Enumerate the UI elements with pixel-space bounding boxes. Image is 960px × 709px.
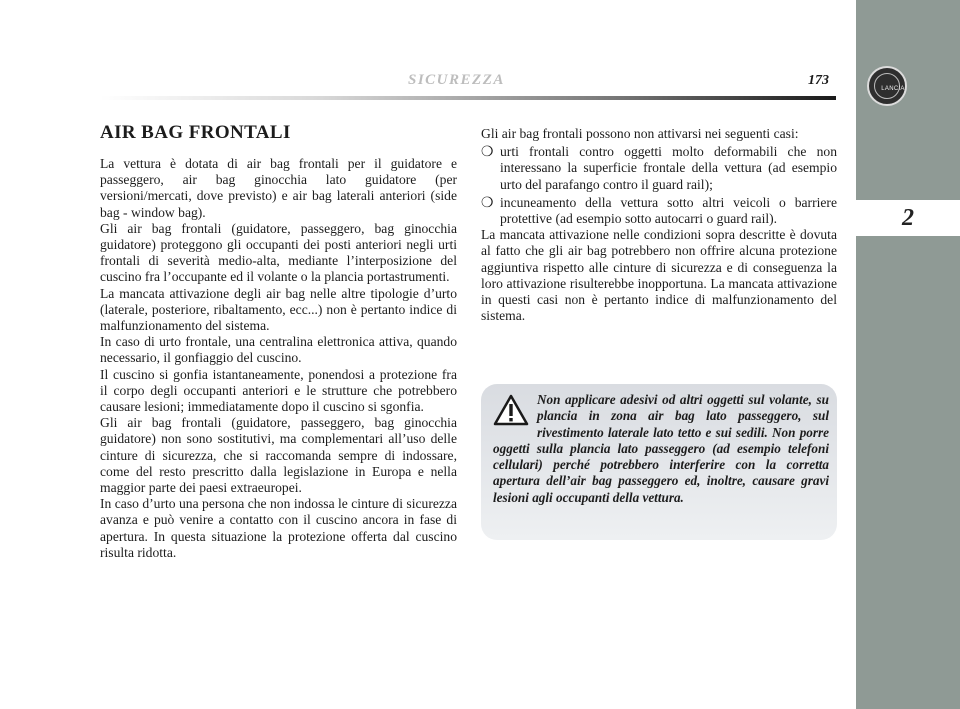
header-rule [100, 96, 836, 100]
logo-text: LANCIA [881, 86, 905, 92]
list-item-text: urti frontali contro oggetti molto deformabili che non interessano la superficie frontale della vettura (ad esempio urto del parafango contro il guard rail); [500, 144, 837, 192]
paragraph: Il cuscino si gonfia istantaneamente, ponendosi a protezione fra il corpo degli occupanti anteriori e le strutture che potrebbero causare lesioni; immediatamente dopo il cuscino si sgonfia. [100, 366, 457, 415]
chapter-number: 2 [856, 200, 960, 236]
paragraph: La mancata attivazione degli air bag nelle altre tipologie d’urto (laterale, posteriore, ribaltamento, ecc...) non è pertanto indice di malfunzionamento del sistema. [100, 285, 457, 334]
warning-text-block [493, 392, 829, 506]
chapter-sidebar [856, 0, 960, 709]
paragraph: Gli air bag frontali (guidatore, passeggero, bag ginocchia guidatore) non sono sostitutivi, ma complementari all’uso delle cinture di sicurezza, che si raccomanda sempre di indossare, come del resto prescritto dalla legislazione in Europa e nella maggior parte dei paesi extraeuropei. [100, 415, 457, 496]
lancia-logo-icon [867, 66, 907, 106]
intro-text: Gli air bag frontali possono non attivarsi nei seguenti casi: [481, 126, 799, 141]
warning-box [481, 384, 837, 540]
page-number: 173 [808, 73, 829, 88]
icon-spacer [493, 392, 537, 440]
logo-ring [874, 73, 905, 99]
list-item-text: incuneamento della vettura sotto altri veicoli o barriere protettive (ad esempio sotto autocarri o guard rail). [500, 194, 837, 227]
paragraph: Gli air bag frontali (guidatore, passeggero, bag ginocchia guidatore) proteggono gli occupanti dei posti anteriori negli urti frontali di severità medio-alta, mediante l’interposizione del cuscino fra l’occupante ed il volante o la plancia portastrumenti. [100, 220, 457, 285]
left-column [100, 122, 457, 561]
closing-text: La mancata attivazione nelle condizioni sopra descritte è dovuta al fatto che gli air bag potrebbero non offrire alcuna protezione aggiuntiva rispetto alle cinture di sicurezza e di conseguenza la loro attivazione risulterebbe inopportuna. La mancata attivazione in questi casi non è pertanto indice di malfunzionamento del sistema. [481, 227, 837, 324]
bullet-circle-icon: ❍ [481, 194, 494, 211]
paragraph: In caso d’urto una persona che non indossa le cinture di sicurezza avanza e può venire a contatto con il cuscino ancora in fase di apertura. In questa situazione la protezione offerta dal cuscino risulta ridotta. [100, 496, 457, 560]
paragraph: La vettura è dotata di air bag frontali per il guidatore e passeggero, air bag ginocchia lato guidatore (per versioni/mercati, dove previsto) e air bag laterali anteriori (side bag - window bag). [100, 156, 457, 220]
list-item [481, 195, 837, 227]
bullet-circle-icon: ❍ [481, 144, 494, 161]
section-title: SICUREZZA [408, 72, 505, 88]
page-heading: AIR BAG FRONTALI [100, 122, 291, 143]
warning-text: Non applicare adesivi od altri oggetti sul volante, su plancia in zona air bag lato passeggero, sul rivestimento laterale lato tetto e sui sedili. Non porre oggetti sulla plancia lato passeggero (ad esempio telefoni cellulari) perché potrebbero interferire con la corretta apertura dell’air bag passeggero ed, inoltre, causare gravi lesioni agli occupanti della vettura. [493, 392, 829, 505]
list-item [481, 144, 837, 193]
paragraph: In caso di urto frontale, una centralina elettronica attiva, quando necessario, il gonfiaggio del cuscino. [100, 334, 457, 366]
right-column [481, 126, 837, 324]
